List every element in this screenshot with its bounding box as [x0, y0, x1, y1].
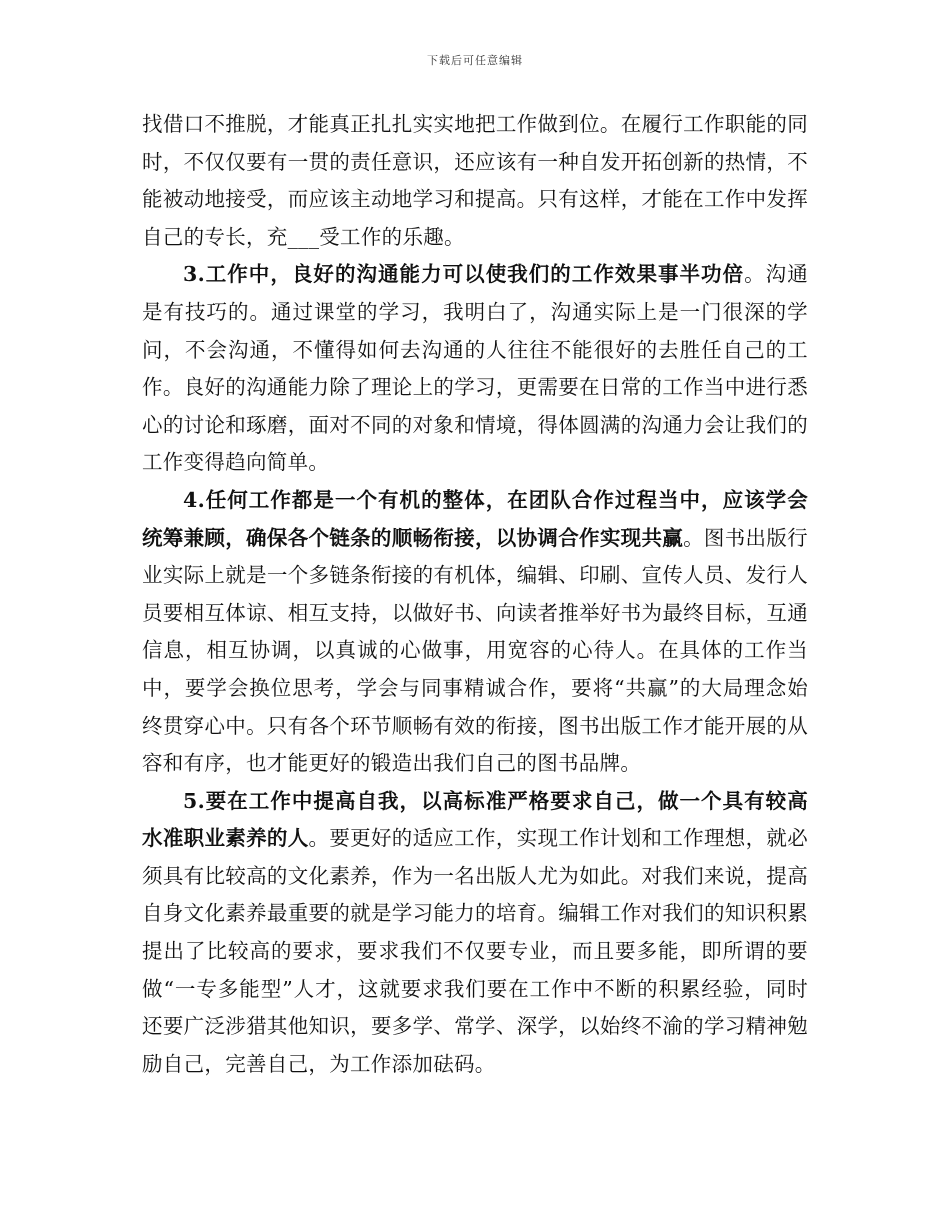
paragraph-point-3-text: 。沟通是有技巧的。通过课堂的学习，我明白了，沟通实际上是一门很深的学问，不会沟通，不懂得如何去沟通的人往往不能很好的去胜任自己的工作。良好的沟通能力除了理论上的学习，更需要在日常的工作当中进行悉心的讨论和琢磨，面对不同的对象和情境，得体圆满的沟通力会让我们的工作变得趋向简单。 — [142, 262, 808, 475]
paragraph-point-5 — [142, 783, 808, 1084]
paragraph-continued-text: 找借口不推脱，才能真正扎扎实实地把工作做到位。在履行工作职能的同时，不仅仅要有一贯的责任意识，还应该有一种自发开拓创新的热情，不能被动地接受，而应该主动地学习和提高。只有这样，才能在工作中发挥自己的专长，充___受工作的乐趣。 — [142, 112, 808, 249]
paragraph-point-4-heading: 4.任何工作都是一个有机的整体，在团队合作过程当中，应该学会统筹兼顾，确保各个链条的顺畅衔接，以协调合作实现共赢 — [142, 487, 808, 550]
paragraph-point-3 — [142, 256, 808, 482]
page-header-note: 下载后可任意编辑 — [427, 54, 523, 67]
paragraph-point-4-text: 。图书出版行业实际上就是一个多链条衔接的有机体，编辑、印刷、宣传人员、发行人员要相互体谅、相互支持，以做好书、向读者推举好书为最终目标，互通信息，相互协调，以真诚的心做事，用宽容的心待人。在具体的工作当中，要学会换位思考，学会与同事精诚合作，要将“共赢”的大局理念始终贯穿心中。只有各个环节顺畅有效的衔接，图书出版工作才能开展的从容和有序，也才能更好的锻造出我们自己的图书品牌。 — [142, 525, 808, 776]
document-body — [142, 106, 808, 1083]
paragraph-point-4 — [142, 482, 808, 783]
paragraph-point-5-heading: 5.要在工作中提高自我，以高标准严格要求自己，做一个具有较高水准职业素养的人 — [142, 788, 808, 851]
paragraph-continued — [142, 106, 808, 256]
paragraph-point-3-heading: 3.工作中，良好的沟通能力可以使我们的工作效果事半功倍 — [183, 262, 745, 287]
paragraph-point-5-text: 。要更好的适应工作，实现工作计划和工作理想，就必须具有比较高的文化素养，作为一名出版人尤为如此。对我们来说，提高自身文化素养最重要的就是学习能力的培育。编辑工作对我们的知识积累提出了比较高的要求，要求我们不仅要专业，而且要多能，即所谓的要做“一专多能型”人才，这就要求我们要在工作中不断的积累经验，同时还要广泛涉猎其他知识，要多学、常学、深学，以始终不渝的学习精神勉励自己，完善自己，为工作添加砝码。 — [142, 826, 809, 1076]
